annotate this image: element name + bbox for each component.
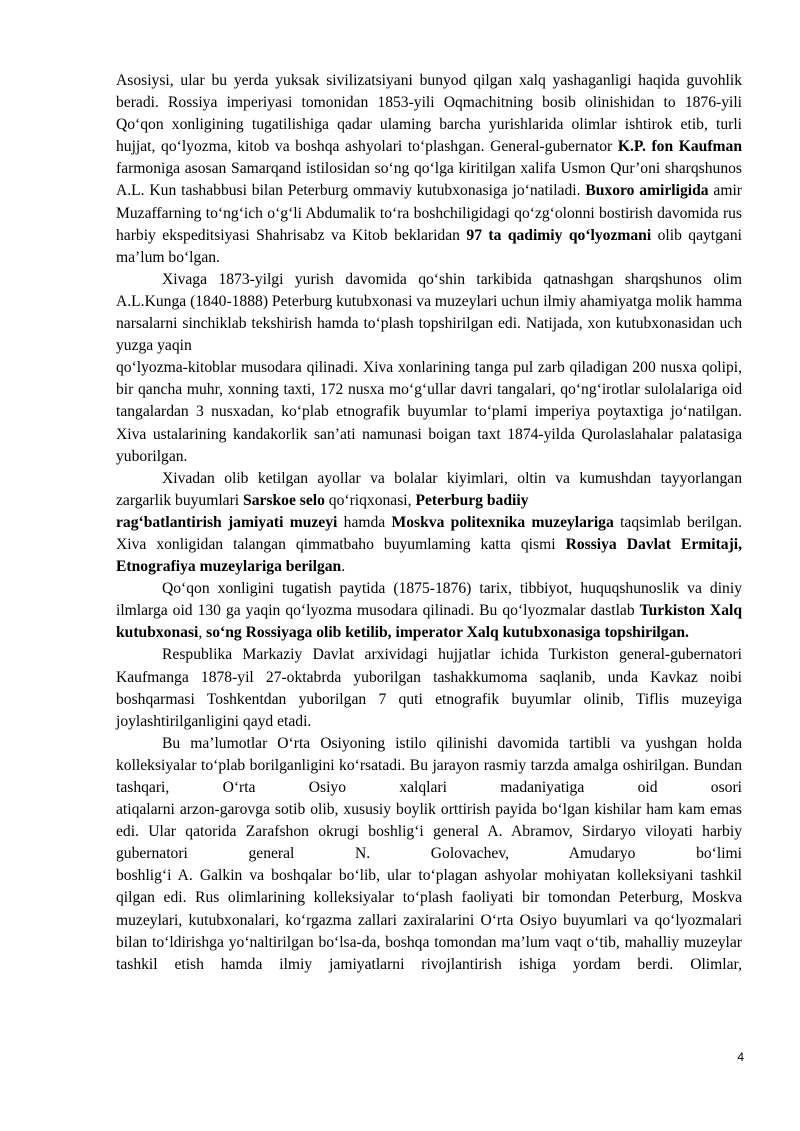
- text-run: farmoniga asosan Samarqand istilosidan so‘ng qo‘lga kiritilgan xalifa Usmon Qur’oni sharqshunos A.L. Kun tashabbusi bilan Peterburg ommaviy kutubxonasiga jo‘natiladi.: [116, 160, 742, 200]
- text-run: Bu ma’lumotlar O‘rta Osiyoning istilo qilinishi davomida tartibli va yushgan holda kolleksiyalar to‘plab borilganligini ko‘rsatadi. Bu jarayon rasmiy tarzda amalga oshirilgan. Bundan tashqari, O‘rta Osiyo xalqlari madaniyatiga oid osori: [116, 734, 742, 796]
- document-body: [116, 70, 742, 976]
- text-run: atiqalarni arzon-garovga sotib olib, xususiy boylik orttirish payida bo‘lgan kishilar ham kam emas edi. Ular qatorida Zarafshon okrugi boshlig‘i general A. Abramov, Sirdaryo viloyati harbiy gubernatori general N. Golovachev, Amudaryo bo‘limi: [116, 801, 742, 863]
- text-run: qo‘riqxonasi,: [324, 491, 416, 509]
- text-run: Respublika Markaziy Davlat arxividagi hujjatlar ichida Turkiston general-gubernatori Kaufmanga 1878-yil 27-oktabrda yuborilgan tashakkumoma saqlanib, unda Kavkaz noibi boshqarmasi Toshkentdan yuborilgan 7 quti etnografik buyumlar olinib, Tiflis muzeyiga joylashtirilganligini qayd etadi.: [116, 646, 742, 730]
- bold-text: Peterburg badiiy: [415, 491, 529, 509]
- paragraph: [116, 644, 742, 732]
- text-run: .: [341, 558, 346, 576]
- paragraph: [116, 70, 742, 269]
- paragraph: [116, 269, 742, 468]
- paragraph: [116, 578, 742, 644]
- bold-text: Rossiya Davlat Ermitaji, Etnografiya muzeylariga berilgan: [116, 535, 742, 576]
- text-run: amir Muzaffarning to‘ng‘ich o‘g‘li Abdumalik to‘ra boshchiligidagi qo‘zg‘olonni bostirish davomida rus harbiy ekspeditsiyasi Shahrisabz va Kitob beklaridan: [116, 182, 742, 244]
- bold-text: so‘ng Rossiyaga olib ketilib, imperator Xalq kutubxonasiga topshirilgan.: [206, 624, 689, 642]
- text-run: qo‘lyozma-kitoblar musodara qilinadi. Xiva xonlarining tanga pul zarb qiladigan 200 nusxa qolipi, bir qancha muhr, xonning taxti, 172 nusxa mo‘g‘ullar davri tangalari, qo‘ng‘irotlar sulolalariga oid tangalardan 3 nusxadan, ko‘plab etnografik buyumlar to‘plami imperiya poytaxtiga jo‘natilgan. Xiva ustalarining kandakorlik san’ati namunasi boigan taxt 1874-yilda Qurolaslahalar palatasiga yuborilgan.: [116, 359, 742, 465]
- bold-text: Turkiston Xalq kutubxonasi: [116, 602, 742, 642]
- text-run: Qo‘qon xonligini tugatish paytida (1875-1876) tarix, tibbiyot, huquqshunoslik va diniy ilmlarga oid 130 ga yaqin qo‘lyozma musodara qilinadi. Bu qo‘lyozmalar dastlab: [116, 580, 742, 620]
- page-number: 4: [737, 1050, 744, 1064]
- paragraph: [116, 468, 742, 578]
- bold-text: Buxoro amirligida: [585, 182, 709, 200]
- text-run: olib qaytgani ma’lum bo‘lgan.: [116, 226, 742, 266]
- text-run: Xivadan olib ketilgan ayollar va bolalar kiyimlari, oltin va kumushdan tayyorlangan zargarlik buyumlari: [116, 469, 742, 509]
- text-run: Xivaga 1873-yilgi yurish davomida qo‘shin tarkibida qatnashgan sharqshunos olim A.L.Kunga (1840-1888) Peterburg kutubxonasi va muzeylari uchun ilmiy ahamiyatga molik hamma narsalarni sinchiklab tekshirish hamda to‘plash topshirilgan edi. Natijada, xon kutubxonasidan uch yuzga yaqin: [116, 270, 742, 355]
- bold-text: Sarskoe selo: [243, 491, 325, 509]
- text-run: taqsimlab berilgan. Xiva xonligidan talangan qimmatbaho buyumlaming katta qismi: [116, 513, 742, 553]
- bold-text: 97 ta qadimiy qo‘lyozmani: [466, 226, 652, 244]
- text-run: hamda: [337, 513, 392, 531]
- bold-text: rag‘batlantirish jamiyati muzeyi: [116, 513, 338, 531]
- bold-text: K.P. fon Kaufman: [617, 138, 743, 156]
- paragraph: [116, 733, 742, 976]
- bold-text: Moskva politexnika muzeylariga: [391, 513, 614, 531]
- text-run: Asosiysi, ular bu yerda yuksak sivilizatsiyani bunyod qilgan xalq yashaganligi haqida guvohlik beradi. Rossiya imperiyasi tomonidan 1853-yili Oqmachitning bosib olinishidan to 1876-yili Qo‘qon xonligining tugatilishiga qadar ulaming barcha yurishlarida olimlar ishtirok etib, turli hujjat, qo‘lyozma, kitob va boshqa ashyolari to‘plashgan. General-gubernator: [116, 72, 742, 156]
- text-run: ,: [198, 624, 207, 642]
- text-run: boshlig‘i A. Galkin va boshqalar bo‘lib, ular to‘plagan ashyolar mohiyatan kolleksiyani tashkil qilgan edi. Rus olimlarining kolleksiyalar to‘plash faoliyati bir tomondan Peterburg, Moskva muzeylari, kutubxonalari, ko‘rgazma zallari zaxiralarini O‘rta Osiyo buyumlari va qo‘lyozmalari bilan to‘ldirishga yo‘naltirilgan bo‘lsa-da, boshqa tomondan ma’lum vaqt o‘tib, mahalliy muzeylar tashkil etish hamda ilmiy jamiyatlarni rivojlantirish ishiga yordam berdi. Olimlar,: [116, 867, 742, 973]
